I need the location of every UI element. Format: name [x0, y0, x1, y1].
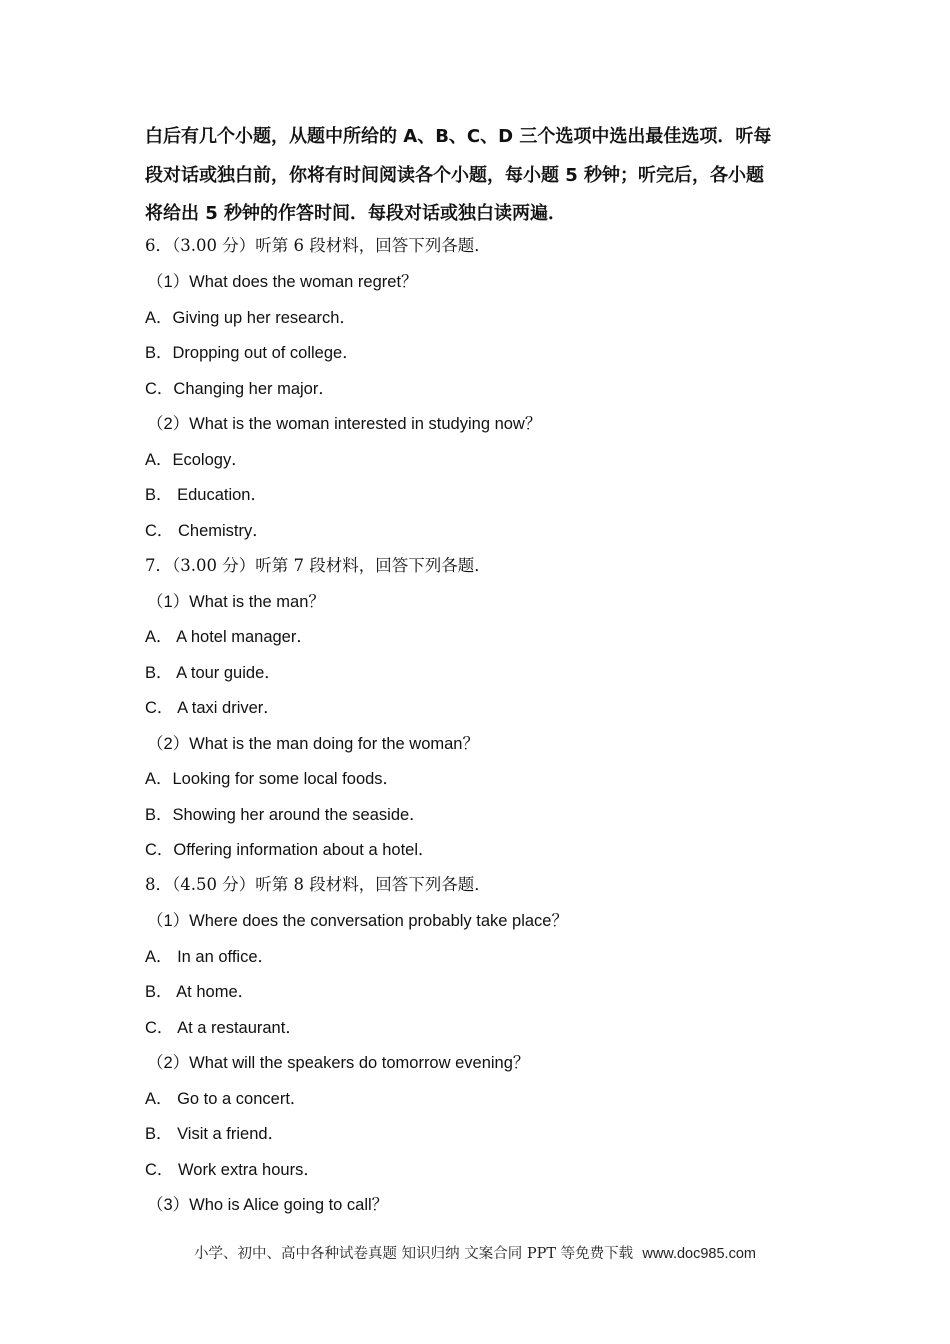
page-footer — [0, 1244, 950, 1264]
question-7-1-option-b: B． A tour guide． — [145, 664, 281, 682]
question-6-2-option-c: C． Chemistry． — [145, 522, 269, 540]
question-6-1-option-c: C．Changing her major． — [145, 380, 335, 398]
question-6-1-option-a: A．Giving up her research． — [145, 309, 356, 327]
question-7-2-option-c: C．Offering information about a hotel． — [145, 841, 435, 859]
question-8-1-option-a: A． In an office． — [145, 948, 275, 966]
instructions-line: 将给出 5 秒钟的作答时间．每段对话或独白读两遍． — [145, 203, 567, 224]
question-7-2-stem: （2）What is the man doing for the woman？ — [147, 735, 479, 753]
question-6-2-option-a: A．Ecology． — [145, 451, 248, 469]
instructions-line: 段对话或独白前，你将有时间阅读各个小题，每小题 5 秒钟；听完后，各小题 — [145, 164, 765, 186]
question-6-2-option-b: B． Education． — [145, 486, 267, 504]
question-6-2-stem: （2）What is the woman interested in studying now？ — [147, 415, 542, 433]
question-7-header: 7．（3.00 分）听第 7 段材料，回答下列各题． — [145, 556, 491, 575]
question-7-1-option-c: C． A taxi driver． — [145, 699, 280, 717]
question-8-header: 8．（4.50 分）听第 8 段材料，回答下列各题． — [145, 875, 491, 894]
question-6-1-option-b: B．Dropping out of college． — [145, 344, 359, 362]
question-6-header: 6．（3.00 分）听第 6 段材料，回答下列各题． — [145, 236, 491, 255]
footer-text: 小学、初中、高中各种试卷真题 知识归纳 文案合同 PPT 等免费下载 — [194, 1246, 634, 1262]
question-8-2-option-c: C． Work extra hours． — [145, 1161, 320, 1179]
question-7-2-option-a: A．Looking for some local foods． — [145, 770, 400, 788]
instructions-line: 白后有几个小题，从题中所给的 A、B、C、D 三个选项中选出最佳选项．听每 — [145, 126, 772, 147]
question-8-1-option-c: C． At a restaurant． — [145, 1019, 302, 1037]
question-7-1-option-a: A． A hotel manager． — [145, 628, 313, 646]
instructions-paragraph — [145, 118, 815, 234]
question-8-2-stem: （2）What will the speakers do tomorrow evening？ — [147, 1054, 530, 1072]
question-8-1-stem: （1）Where does the conversation probably take place？ — [147, 912, 568, 930]
question-8-2-option-b: B． Visit a friend． — [145, 1125, 285, 1143]
question-8-2-option-a: A． Go to a concert． — [145, 1090, 307, 1108]
question-8-1-option-b: B． At home． — [145, 983, 255, 1001]
question-7-2-option-b: B．Showing her around the seaside． — [145, 806, 426, 824]
question-6-1-stem: （1）What does the woman regret？ — [147, 273, 418, 291]
question-7-1-stem: （1）What is the man？ — [147, 593, 325, 611]
question-8-3-stem: （3）Who is Alice going to call？ — [147, 1196, 389, 1214]
footer-site-link[interactable]: www.doc985.com — [642, 1246, 756, 1262]
